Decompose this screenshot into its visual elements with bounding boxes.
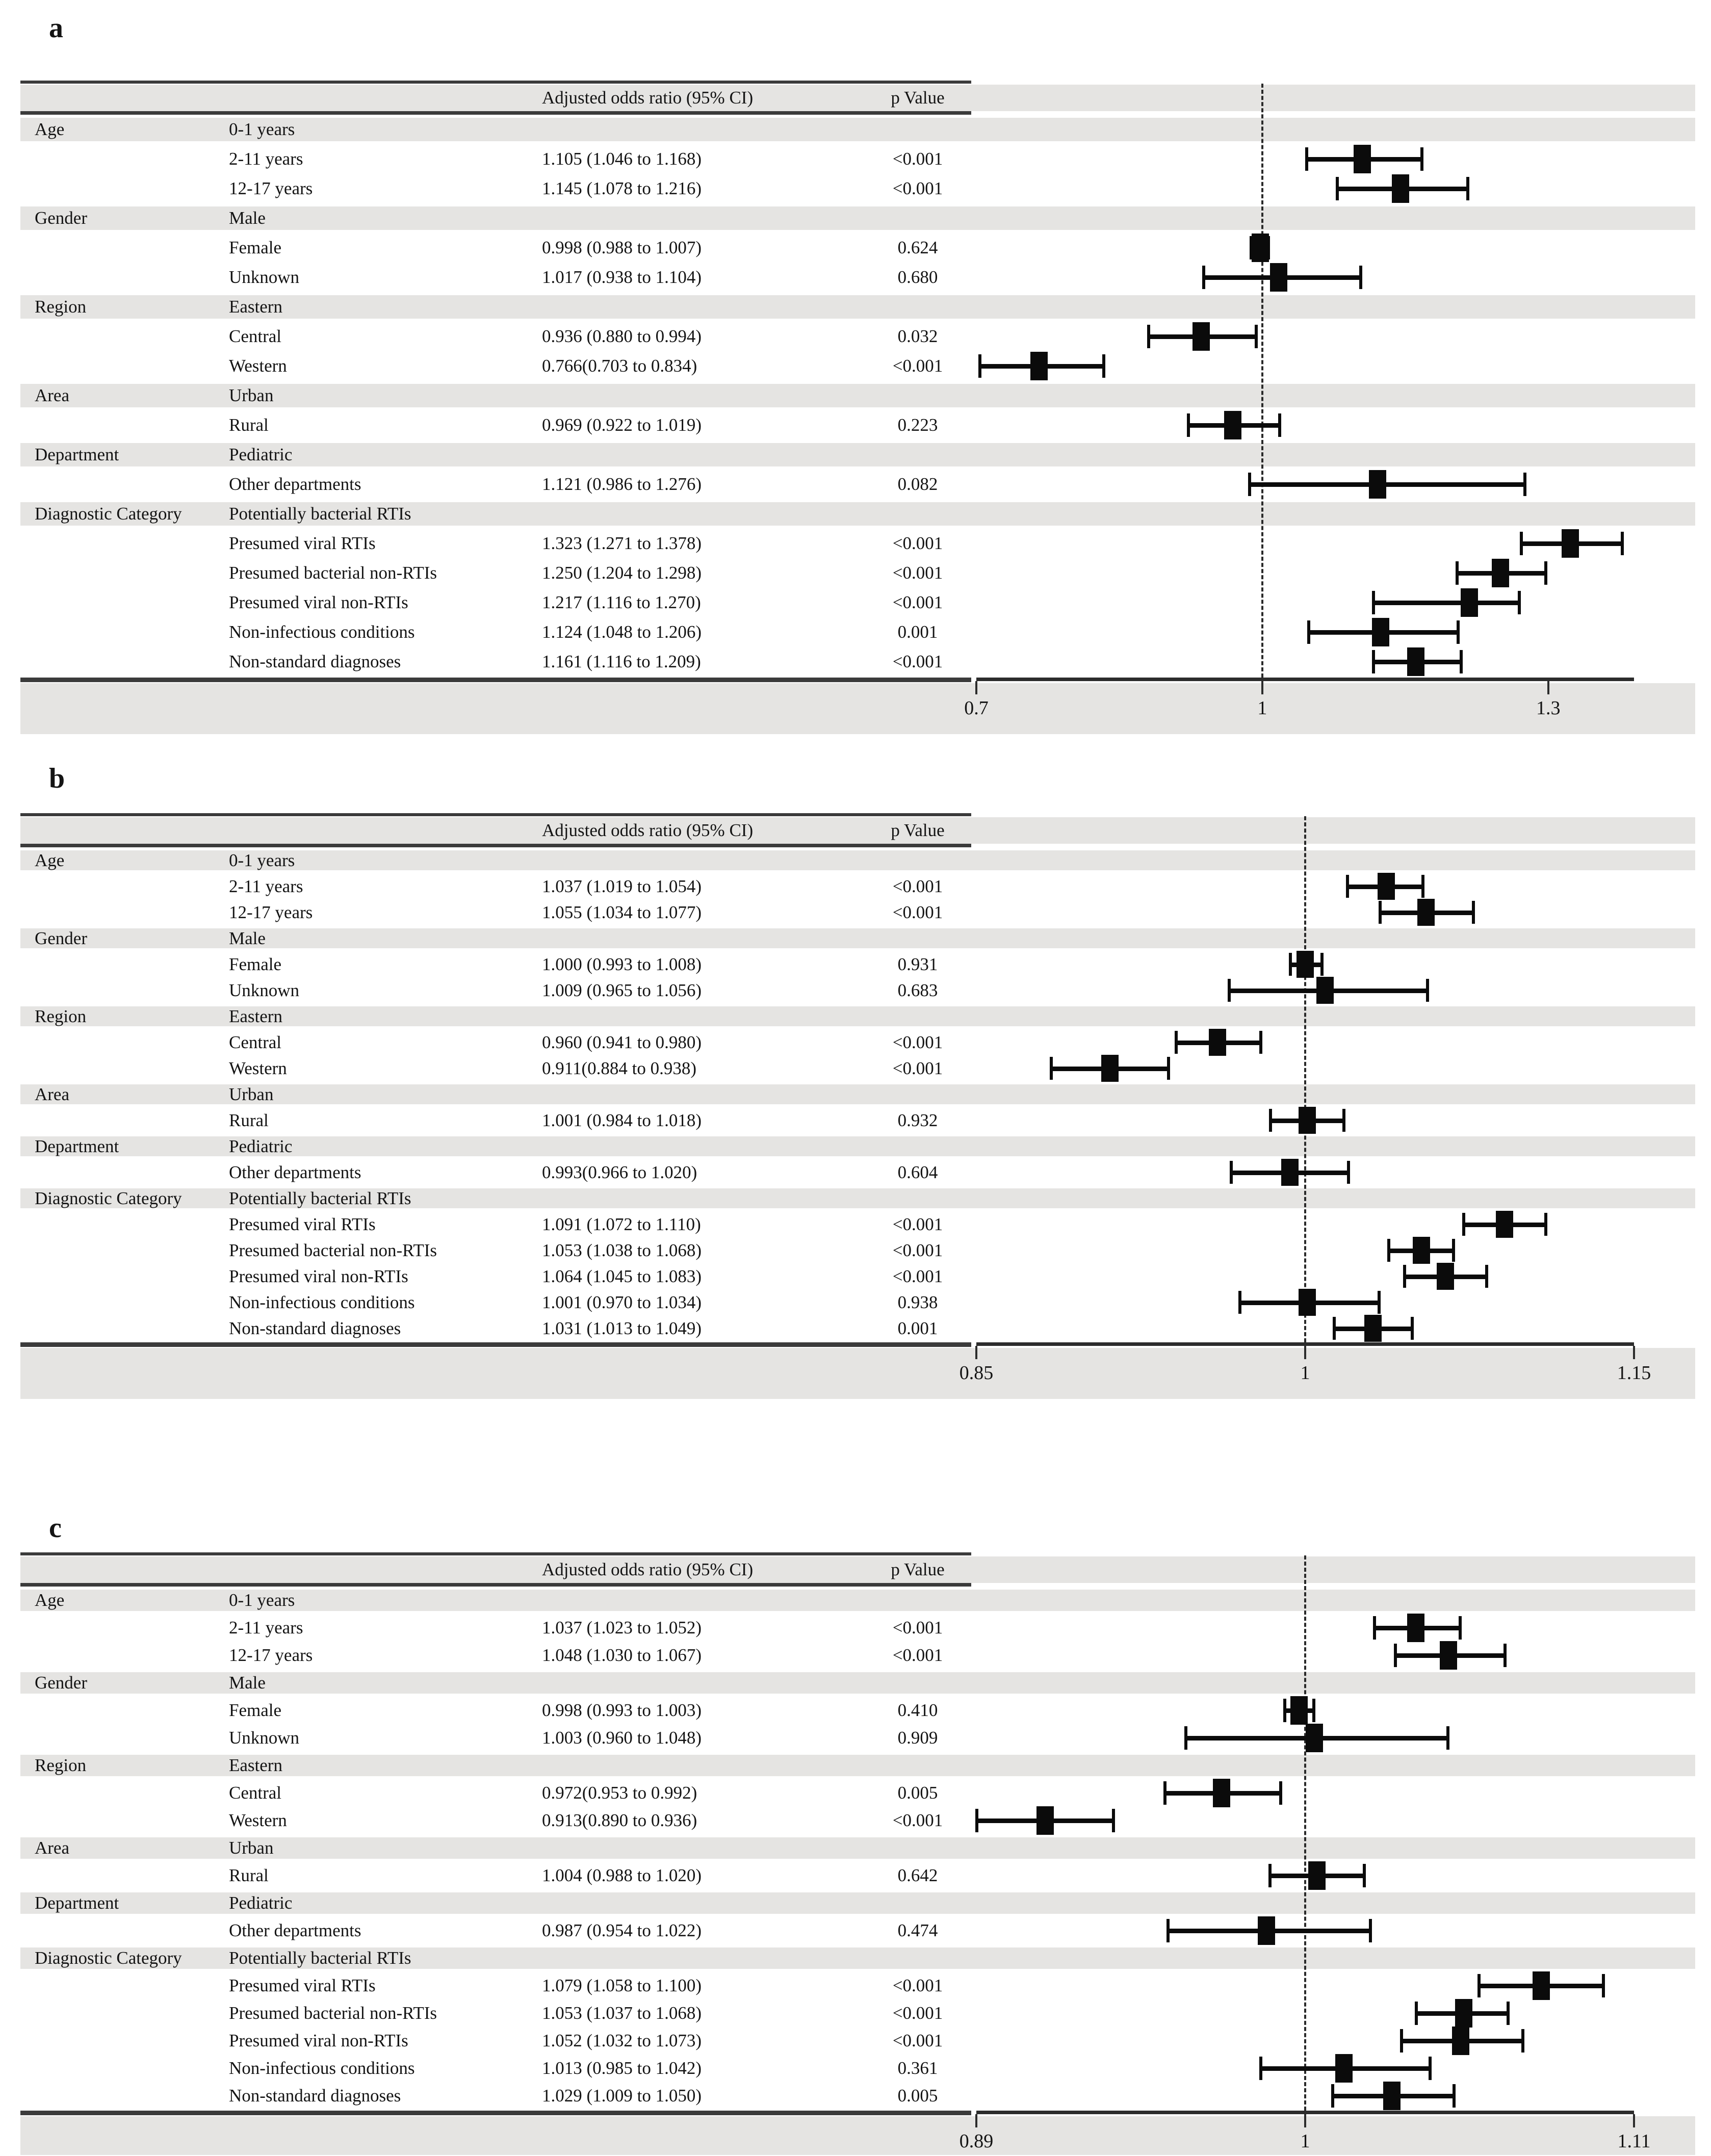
reference-line bbox=[1304, 1555, 1306, 2111]
subgroup-label: Urban bbox=[229, 385, 274, 405]
table-row bbox=[0, 1779, 1711, 1807]
p-value: 0.361 bbox=[897, 2058, 938, 2078]
p-value: 0.624 bbox=[897, 238, 938, 257]
ci-cap-right bbox=[1312, 1699, 1315, 1722]
or-ci-value: 1.161 (1.116 to 1.209) bbox=[542, 652, 701, 671]
or-ci-value: 1.121 (0.986 to 1.276) bbox=[542, 474, 702, 494]
table-row bbox=[0, 1834, 1711, 1862]
subgroup-label: Central bbox=[229, 1032, 282, 1052]
subgroup-label: Rural bbox=[229, 1865, 269, 1885]
ci-cap-left bbox=[975, 1809, 978, 1832]
or-ci-value: 1.053 (1.038 to 1.068) bbox=[542, 1240, 702, 1260]
subgroup-label: 2-11 years bbox=[229, 149, 303, 169]
p-value: <0.001 bbox=[892, 2031, 943, 2050]
or-ci-value: 1.053 (1.037 to 1.068) bbox=[542, 2003, 702, 2023]
axis-footer-band bbox=[20, 2116, 1695, 2155]
or-ci-value: 1.004 (0.988 to 1.020) bbox=[542, 1865, 702, 1885]
or-ci-value: 1.217 (1.116 to 1.270) bbox=[542, 592, 701, 612]
subgroup-label: Non-standard diagnoses bbox=[229, 2086, 401, 2106]
subgroup-label: Western bbox=[229, 1810, 287, 1830]
or-ci-value: 1.013 (0.985 to 1.042) bbox=[542, 2058, 702, 2078]
ci-cap-right bbox=[1429, 2057, 1432, 2080]
or-ci-value: 0.960 (0.941 to 0.980) bbox=[542, 1032, 702, 1052]
column-header-p: p Value bbox=[891, 1560, 945, 1579]
group-label: Area bbox=[35, 385, 70, 405]
or-ci-value: 0.911(0.884 to 0.938) bbox=[542, 1058, 696, 1078]
p-value: 0.938 bbox=[897, 1292, 938, 1312]
subgroup-label: Other departments bbox=[229, 1920, 361, 1940]
ci-cap-left bbox=[1259, 2057, 1262, 2080]
or-point-marker bbox=[1306, 1724, 1323, 1752]
subgroup-label: Rural bbox=[229, 415, 269, 435]
or-ci-value: 1.064 (1.045 to 1.083) bbox=[542, 1266, 702, 1286]
subgroup-label: Unknown bbox=[229, 1728, 300, 1748]
subgroup-label: Western bbox=[229, 356, 287, 376]
table-row bbox=[0, 1862, 1711, 1889]
p-value: <0.001 bbox=[892, 902, 943, 922]
p-value: <0.001 bbox=[892, 1810, 943, 1830]
p-value: <0.001 bbox=[892, 1214, 943, 1234]
subgroup-label: Eastern bbox=[229, 1755, 282, 1775]
p-value: 0.680 bbox=[897, 267, 938, 287]
subgroup-label: Male bbox=[229, 208, 266, 228]
p-value: 0.410 bbox=[897, 1700, 938, 1720]
subgroup-label: Central bbox=[229, 1783, 282, 1803]
or-ci-value: 1.145 (1.078 to 1.216) bbox=[542, 178, 702, 198]
subgroup-label: Other departments bbox=[229, 474, 361, 494]
p-value: <0.001 bbox=[892, 1058, 943, 1078]
p-value: 0.932 bbox=[897, 1110, 938, 1130]
table-row bbox=[0, 1752, 1711, 1779]
or-ci-value: 1.001 (0.970 to 1.034) bbox=[542, 1292, 702, 1312]
table-row bbox=[0, 1807, 1711, 1834]
p-value: <0.001 bbox=[892, 356, 943, 376]
subgroup-label: Western bbox=[229, 1058, 287, 1078]
subgroup-label: Non-infectious conditions bbox=[229, 1292, 415, 1312]
column-header-p: p Value bbox=[891, 820, 945, 840]
axis-tick bbox=[975, 2114, 977, 2127]
p-value: 0.032 bbox=[897, 326, 938, 346]
subgroup-label: Rural bbox=[229, 1110, 269, 1130]
group-label: Age bbox=[35, 850, 65, 870]
subgroup-label: Male bbox=[229, 1673, 266, 1693]
group-label: Region bbox=[35, 1755, 87, 1775]
subgroup-label: Pediatric bbox=[229, 445, 293, 464]
axis-tick-label: 1 bbox=[1300, 2131, 1310, 2152]
p-value: 0.931 bbox=[897, 954, 938, 974]
group-label: Region bbox=[35, 1006, 87, 1026]
subgroup-label: Non-infectious conditions bbox=[229, 622, 415, 642]
p-value: 0.909 bbox=[897, 1728, 938, 1748]
p-value: <0.001 bbox=[892, 1266, 943, 1286]
table-row bbox=[0, 1587, 1711, 1614]
ci-cap-right bbox=[1521, 2029, 1524, 2053]
p-value: 0.223 bbox=[897, 415, 938, 435]
or-point-marker bbox=[1455, 1999, 1472, 2028]
row-stripe bbox=[20, 1669, 1695, 1697]
p-value: <0.001 bbox=[892, 178, 943, 198]
subgroup-label: Eastern bbox=[229, 1006, 282, 1026]
or-ci-value: 1.009 (0.965 to 1.056) bbox=[542, 980, 702, 1000]
subgroup-label: Non-infectious conditions bbox=[229, 2058, 415, 2078]
subgroup-label: Pediatric bbox=[229, 1893, 293, 1913]
ci-cap-right bbox=[1112, 1809, 1115, 1832]
or-ci-value: 1.105 (1.046 to 1.168) bbox=[542, 149, 702, 169]
p-value: 0.082 bbox=[897, 474, 938, 494]
subgroup-label: Unknown bbox=[229, 267, 300, 287]
or-ci-value: 1.055 (1.034 to 1.077) bbox=[542, 902, 702, 922]
ci-cap-left bbox=[1163, 1781, 1166, 1805]
ci-cap-right bbox=[1453, 2084, 1456, 2108]
axis-tick bbox=[1633, 2114, 1635, 2127]
or-ci-value: 0.936 (0.880 to 0.994) bbox=[542, 326, 702, 346]
or-ci-value: 0.969 (0.922 to 1.019) bbox=[542, 415, 702, 435]
group-label: Area bbox=[35, 1084, 70, 1104]
subgroup-label: Presumed viral non-RTIs bbox=[229, 2031, 408, 2050]
subgroup-label: Male bbox=[229, 928, 266, 948]
ci-cap-right bbox=[1602, 1974, 1605, 1997]
or-ci-value: 1.048 (1.030 to 1.067) bbox=[542, 1645, 702, 1665]
subgroup-label: Unknown bbox=[229, 980, 300, 1000]
or-ci-value: 1.079 (1.058 to 1.100) bbox=[542, 1976, 702, 1995]
group-label: Area bbox=[35, 1838, 70, 1858]
or-ci-value: 1.000 (0.993 to 1.008) bbox=[542, 954, 702, 974]
subgroup-label: Presumed bacterial non-RTIs bbox=[229, 2003, 437, 2023]
ci-cap-left bbox=[1415, 2002, 1418, 2025]
axis-tick-label: 1 bbox=[1300, 1362, 1310, 1384]
p-value: <0.001 bbox=[892, 1618, 943, 1638]
or-ci-value: 1.029 (1.009 to 1.050) bbox=[542, 2086, 702, 2106]
ci-cap-left bbox=[1166, 1919, 1170, 1942]
subgroup-label: 12-17 years bbox=[229, 902, 313, 922]
p-value: 0.474 bbox=[897, 1920, 938, 1940]
p-value: <0.001 bbox=[892, 149, 943, 169]
p-value: <0.001 bbox=[892, 592, 943, 612]
or-point-marker bbox=[1533, 1971, 1550, 2000]
or-point-marker bbox=[1258, 1916, 1275, 1945]
or-point-marker bbox=[1335, 2054, 1353, 2083]
or-ci-value: 0.972(0.953 to 0.992) bbox=[542, 1783, 697, 1803]
group-label: Gender bbox=[35, 1673, 88, 1693]
or-point-marker bbox=[1407, 1614, 1424, 1642]
table-row bbox=[0, 1944, 1711, 1972]
ci-cap-left bbox=[1268, 1864, 1272, 1887]
panel-label: b bbox=[49, 763, 65, 794]
group-label: Department bbox=[35, 1136, 119, 1156]
subgroup-label: Presumed viral non-RTIs bbox=[229, 1266, 408, 1286]
group-label: Department bbox=[35, 1893, 119, 1913]
subgroup-label: Presumed viral RTIs bbox=[229, 533, 376, 553]
subgroup-label: Non-standard diagnoses bbox=[229, 1318, 401, 1338]
or-point-marker bbox=[1383, 2082, 1401, 2110]
axis-tick bbox=[1304, 2114, 1306, 2127]
axis-tick-label: 1.3 bbox=[1536, 697, 1561, 719]
group-label: Diagnostic Category bbox=[35, 504, 182, 524]
or-ci-value: 0.913(0.890 to 0.936) bbox=[542, 1810, 697, 1830]
axis-tick-label: 1.11 bbox=[1617, 2131, 1651, 2152]
subgroup-label: Central bbox=[229, 326, 282, 346]
table-row bbox=[0, 1724, 1711, 1752]
p-value: <0.001 bbox=[892, 652, 943, 671]
axis-tick-label: 1.15 bbox=[1617, 1362, 1651, 1384]
subgroup-label: Other departments bbox=[229, 1162, 361, 1182]
p-value: 0.683 bbox=[897, 980, 938, 1000]
table-bottom-rule bbox=[20, 2111, 971, 2115]
p-value: <0.001 bbox=[892, 1240, 943, 1260]
subgroup-label: 0-1 years bbox=[229, 119, 295, 139]
column-header-or: Adjusted odds ratio (95% CI) bbox=[542, 820, 754, 840]
or-point-marker bbox=[1290, 1696, 1308, 1725]
subgroup-label: Presumed bacterial non-RTIs bbox=[229, 1240, 437, 1260]
p-value: <0.001 bbox=[892, 533, 943, 553]
subgroup-label: Non-standard diagnoses bbox=[229, 652, 401, 671]
p-value: <0.001 bbox=[892, 1976, 943, 1995]
ci-cap-left bbox=[1283, 1699, 1286, 1722]
p-value: <0.001 bbox=[892, 2003, 943, 2023]
p-value: <0.001 bbox=[892, 563, 943, 583]
group-label: Region bbox=[35, 297, 87, 317]
table-row bbox=[0, 1917, 1711, 1944]
or-ci-value: 1.031 (1.013 to 1.049) bbox=[542, 1318, 702, 1338]
p-value: 0.001 bbox=[897, 622, 938, 642]
group-label: Gender bbox=[35, 208, 88, 228]
table-top-rule bbox=[20, 1552, 971, 1555]
subgroup-label: 2-11 years bbox=[229, 876, 303, 896]
axis-tick-label: 1 bbox=[1257, 697, 1267, 719]
subgroup-label: Presumed viral RTIs bbox=[229, 1976, 376, 1995]
or-ci-value: 1.052 (1.032 to 1.073) bbox=[542, 2031, 702, 2050]
ci-cap-right bbox=[1503, 1644, 1507, 1667]
subgroup-label: 0-1 years bbox=[229, 850, 295, 870]
subgroup-label: Potentially bacterial RTIs bbox=[229, 1188, 411, 1208]
table-row bbox=[0, 1972, 1711, 1999]
table-header-rule bbox=[20, 1583, 971, 1587]
table-row bbox=[0, 2055, 1711, 2082]
p-value: 0.005 bbox=[897, 2086, 938, 2106]
group-label: Diagnostic Category bbox=[35, 1188, 182, 1208]
or-ci-value: 0.766(0.703 to 0.834) bbox=[542, 356, 697, 376]
subgroup-label: 0-1 years bbox=[229, 1590, 295, 1610]
p-value: 0.001 bbox=[897, 1318, 938, 1338]
or-point-marker bbox=[1213, 1779, 1230, 1807]
table-row bbox=[0, 1697, 1711, 1724]
group-label: Age bbox=[35, 1590, 65, 1610]
table-row bbox=[0, 1889, 1711, 1917]
axis-tick-label: 0.7 bbox=[964, 697, 989, 719]
or-point-marker bbox=[1440, 1641, 1457, 1670]
subgroup-label: Presumed viral RTIs bbox=[229, 1214, 376, 1234]
ci-cap-right bbox=[1279, 1781, 1282, 1805]
subgroup-label: Presumed viral non-RTIs bbox=[229, 592, 408, 612]
column-header-or: Adjusted odds ratio (95% CI) bbox=[542, 1560, 754, 1579]
subgroup-label: 2-11 years bbox=[229, 1618, 303, 1638]
or-point-marker bbox=[1308, 1861, 1326, 1890]
subgroup-label: Urban bbox=[229, 1838, 274, 1858]
or-ci-value: 1.037 (1.023 to 1.052) bbox=[542, 1618, 702, 1638]
or-ci-value: 1.091 (1.072 to 1.110) bbox=[542, 1214, 701, 1234]
or-ci-value: 0.998 (0.993 to 1.003) bbox=[542, 1700, 702, 1720]
group-label: Diagnostic Category bbox=[35, 1948, 182, 1968]
panel-label: c bbox=[49, 1512, 62, 1544]
or-ci-value: 0.998 (0.988 to 1.007) bbox=[542, 238, 702, 257]
p-value: <0.001 bbox=[892, 1032, 943, 1052]
table-row bbox=[0, 1669, 1711, 1697]
p-value: 0.005 bbox=[897, 1783, 938, 1803]
ci-cap-left bbox=[1184, 1726, 1187, 1750]
subgroup-label: Eastern bbox=[229, 297, 282, 317]
p-value: <0.001 bbox=[892, 1645, 943, 1665]
subgroup-label: Female bbox=[229, 954, 282, 974]
subgroup-label: Presumed bacterial non-RTIs bbox=[229, 563, 437, 583]
ci-cap-left bbox=[1331, 2084, 1334, 2108]
subgroup-label: 12-17 years bbox=[229, 1645, 313, 1665]
or-point-marker bbox=[1036, 1806, 1054, 1835]
ci-cap-left bbox=[1477, 1974, 1481, 1997]
ci-cap-right bbox=[1369, 1919, 1372, 1942]
p-value: 0.604 bbox=[897, 1162, 938, 1182]
or-ci-value: 1.037 (1.019 to 1.054) bbox=[542, 876, 702, 896]
or-ci-value: 0.987 (0.954 to 1.022) bbox=[542, 1920, 702, 1940]
or-ci-value: 0.993(0.966 to 1.020) bbox=[542, 1162, 697, 1182]
ci-cap-right bbox=[1363, 1864, 1366, 1887]
ci-cap-left bbox=[1373, 1616, 1376, 1640]
panel-label: a bbox=[49, 12, 63, 44]
ci-cap-right bbox=[1507, 2002, 1510, 2025]
or-ci-value: 1.124 (1.048 to 1.206) bbox=[542, 622, 702, 642]
ci-cap-left bbox=[1400, 2029, 1403, 2053]
or-ci-value: 1.017 (0.938 to 1.104) bbox=[542, 267, 702, 287]
axis-tick-label: 0.89 bbox=[959, 2131, 994, 2152]
ci-cap-right bbox=[1446, 1726, 1449, 1750]
subgroup-label: 12-17 years bbox=[229, 178, 313, 198]
ci-cap-left bbox=[1394, 1644, 1397, 1667]
group-label: Gender bbox=[35, 928, 88, 948]
subgroup-label: Potentially bacterial RTIs bbox=[229, 504, 411, 524]
or-ci-value: 1.323 (1.271 to 1.378) bbox=[542, 533, 702, 553]
subgroup-label: Pediatric bbox=[229, 1136, 293, 1156]
subgroup-label: Potentially bacterial RTIs bbox=[229, 1948, 411, 1968]
subgroup-label: Urban bbox=[229, 1084, 274, 1104]
p-value: <0.001 bbox=[892, 876, 943, 896]
ci-cap-right bbox=[1459, 1616, 1462, 1640]
subgroup-label: Female bbox=[229, 1700, 282, 1720]
or-ci-value: 1.003 (0.960 to 1.048) bbox=[542, 1728, 702, 1748]
group-label: Age bbox=[35, 119, 65, 139]
p-value: 0.642 bbox=[897, 1865, 938, 1885]
or-ci-value: 1.250 (1.204 to 1.298) bbox=[542, 563, 702, 583]
or-ci-value: 1.001 (0.984 to 1.018) bbox=[542, 1110, 702, 1130]
column-header-p: p Value bbox=[891, 88, 945, 108]
column-header-or: Adjusted odds ratio (95% CI) bbox=[542, 88, 754, 108]
group-label: Department bbox=[35, 445, 119, 464]
axis-tick-label: 0.85 bbox=[959, 1362, 994, 1384]
x-axis-line bbox=[976, 2111, 1634, 2114]
subgroup-label: Female bbox=[229, 238, 282, 257]
or-point-marker bbox=[1452, 2027, 1469, 2055]
